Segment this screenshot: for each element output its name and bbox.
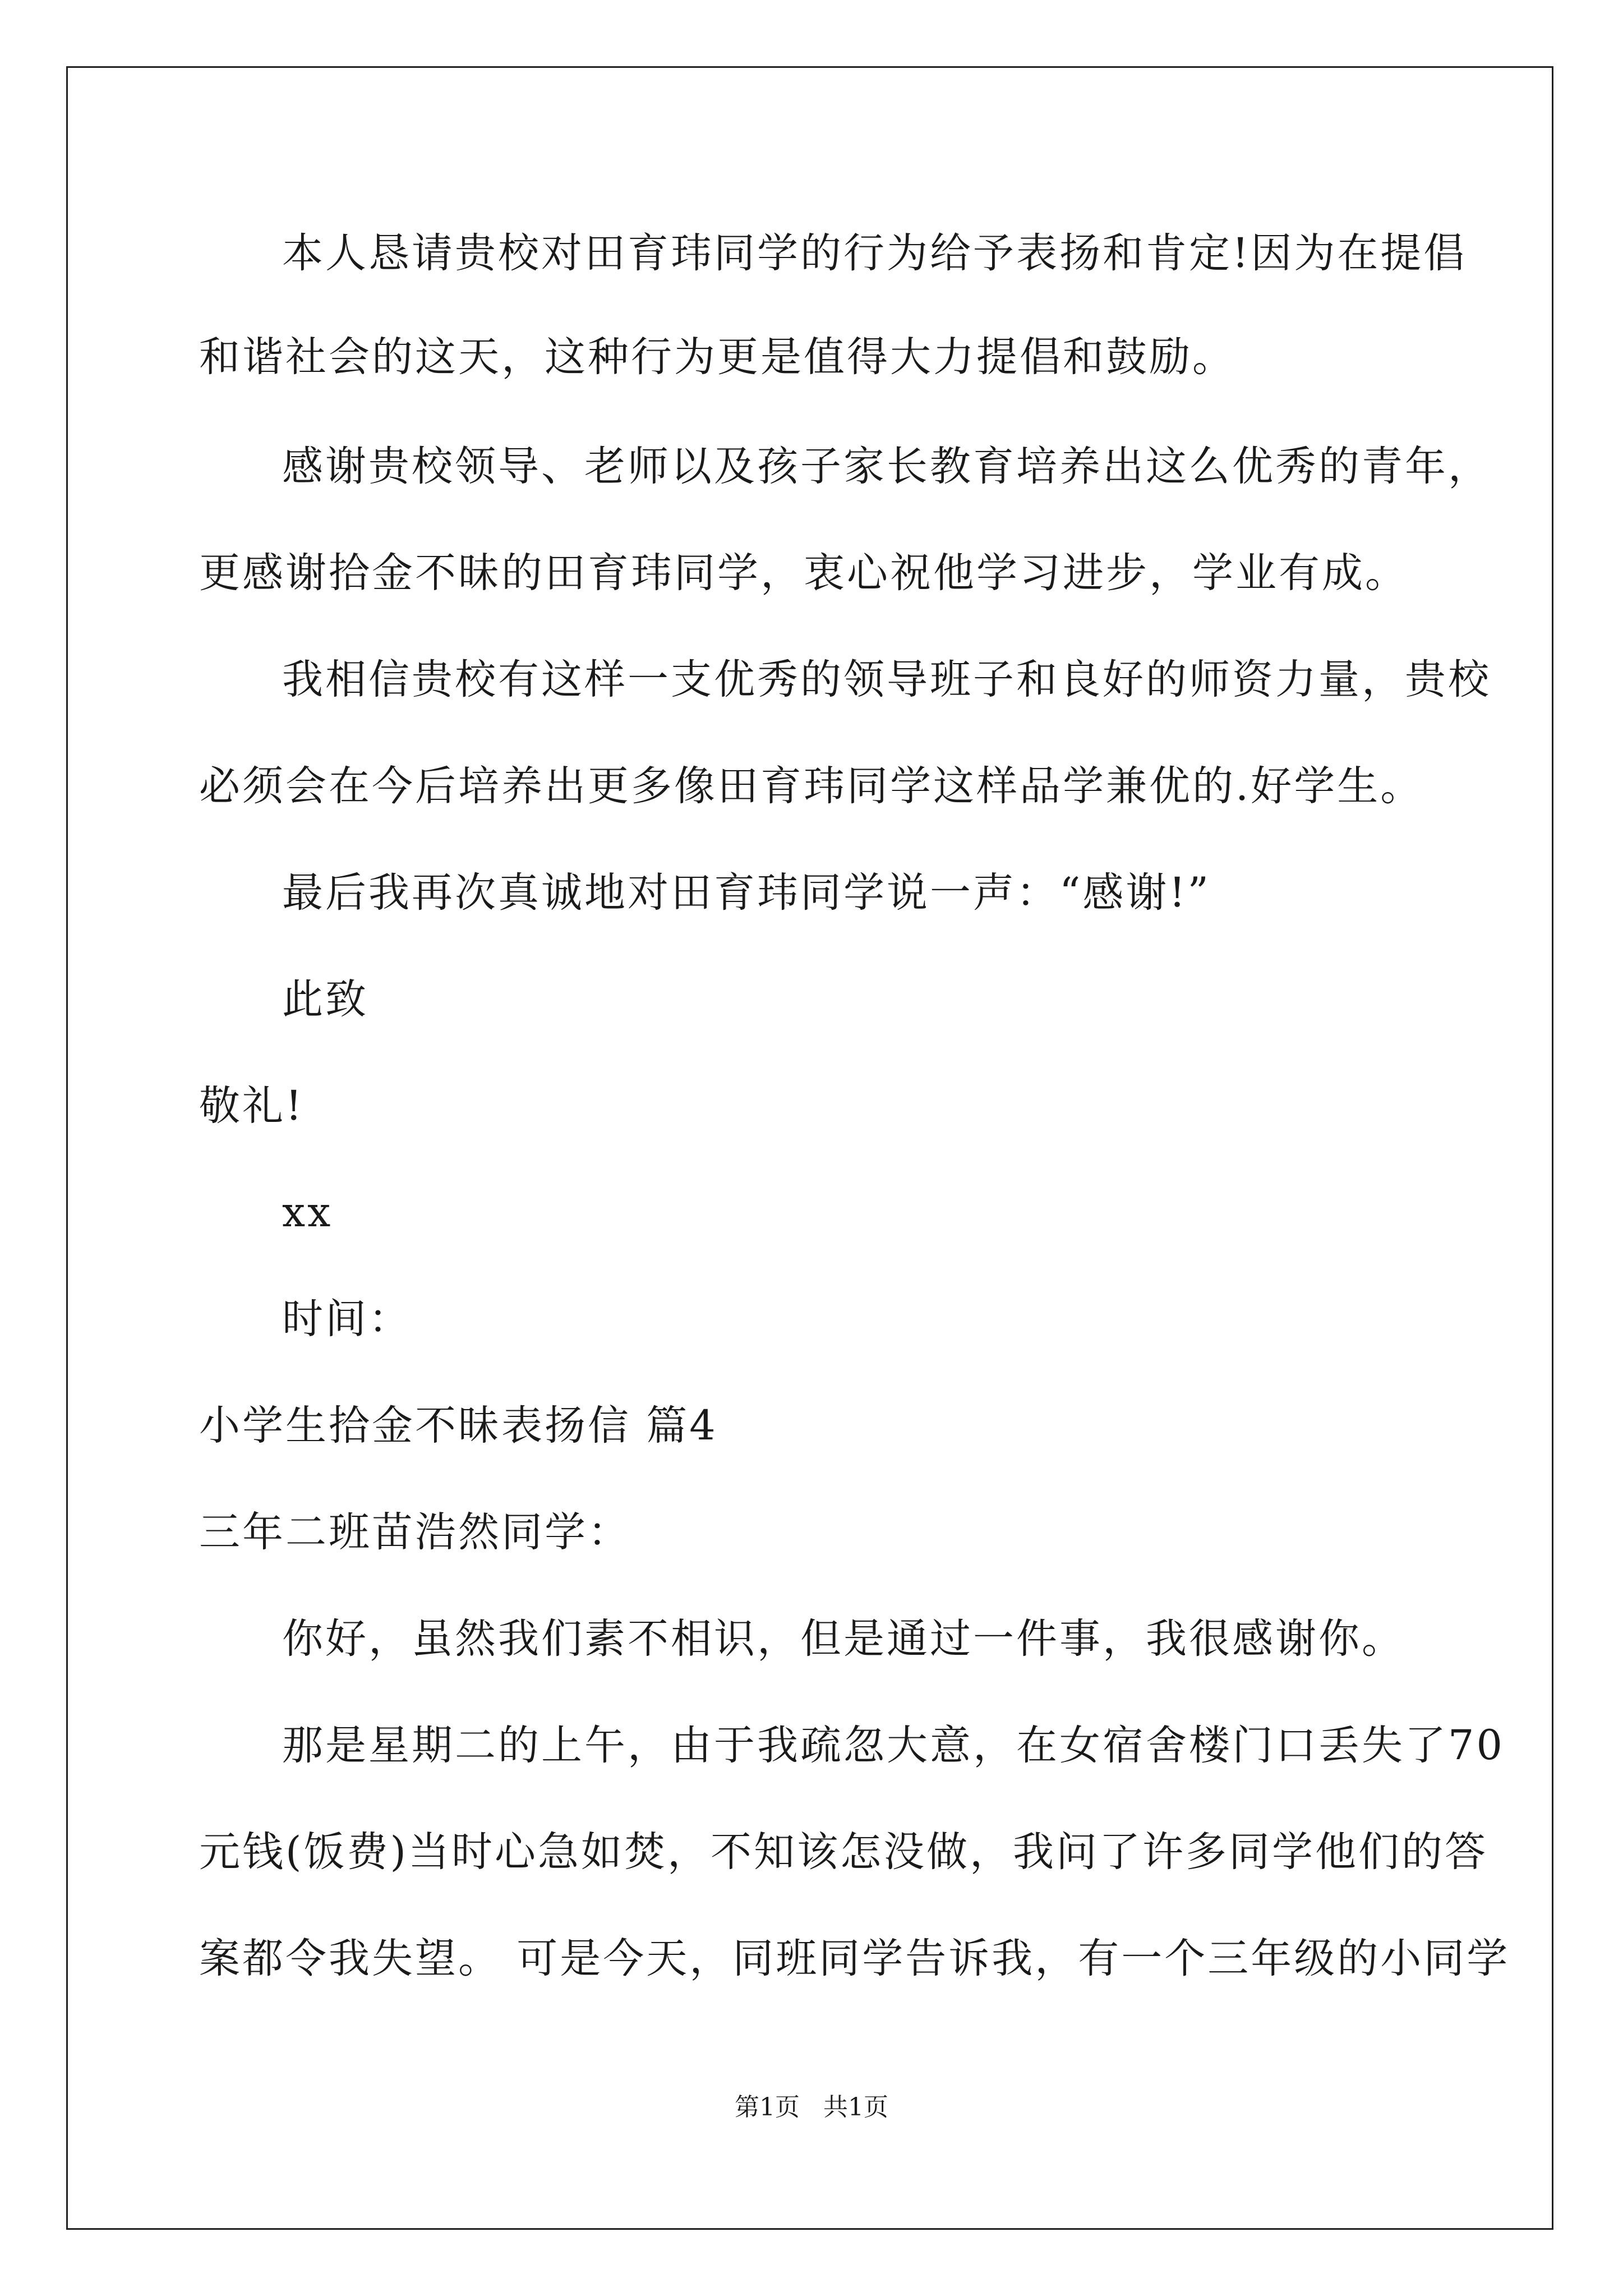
section-heading: 小学生拾金不昧表扬信 篇4	[199, 1402, 718, 1450]
paragraph-line: 你好，虽然我们素不相识，但是通过一件事，我很感谢你。	[282, 1615, 1405, 1663]
paragraph-line: 那是星期二的上午，由于我疏忽大意，在女宿舍楼门口丢失了70	[282, 1722, 1505, 1769]
page-border	[66, 66, 1553, 2230]
letter-recipient: 三年二班苗浩然同学：	[199, 1508, 631, 1556]
paragraph-line: 元钱(饭费)当时心急如焚，不知该怎没做，我问了许多同学他们的答	[199, 1828, 1488, 1876]
paragraph-line: 和谐社会的这天，这种行为更是值得大力提倡和鼓励。	[199, 333, 1235, 381]
signature-name: xx	[282, 1189, 333, 1236]
paragraph-line: 更感谢拾金不昧的田育玮同学，衷心祝他学习进步，学业有成。	[199, 549, 1408, 597]
page-number: 第1页 共1页	[735, 2093, 888, 2122]
paragraph-line: 最后我再次真诚地对田育玮同学说一声：“感谢!”	[282, 869, 1211, 917]
paragraph-line: 我相信贵校有这样一支优秀的领导班子和良好的师资力量，贵校	[282, 656, 1491, 703]
signature-date-label: 时间：	[282, 1295, 412, 1343]
paragraph-line: 本人恳请贵校对田育玮同学的行为给予表扬和肯定!因为在提倡	[282, 229, 1467, 277]
closing-salutation: 此致	[282, 976, 368, 1023]
closing-regards: 敬礼!	[199, 1082, 305, 1130]
paragraph-line: 必须会在今后培养出更多像田育玮同学这样品学兼优的.好学生。	[199, 762, 1424, 810]
paragraph-line: 案都令我失望。 可是今天，同班同学告诉我，有一个三年级的小同学	[199, 1935, 1510, 1982]
paragraph-line: 感谢贵校领导、老师以及孩子家长教育培养出这么优秀的青年，	[282, 443, 1491, 490]
